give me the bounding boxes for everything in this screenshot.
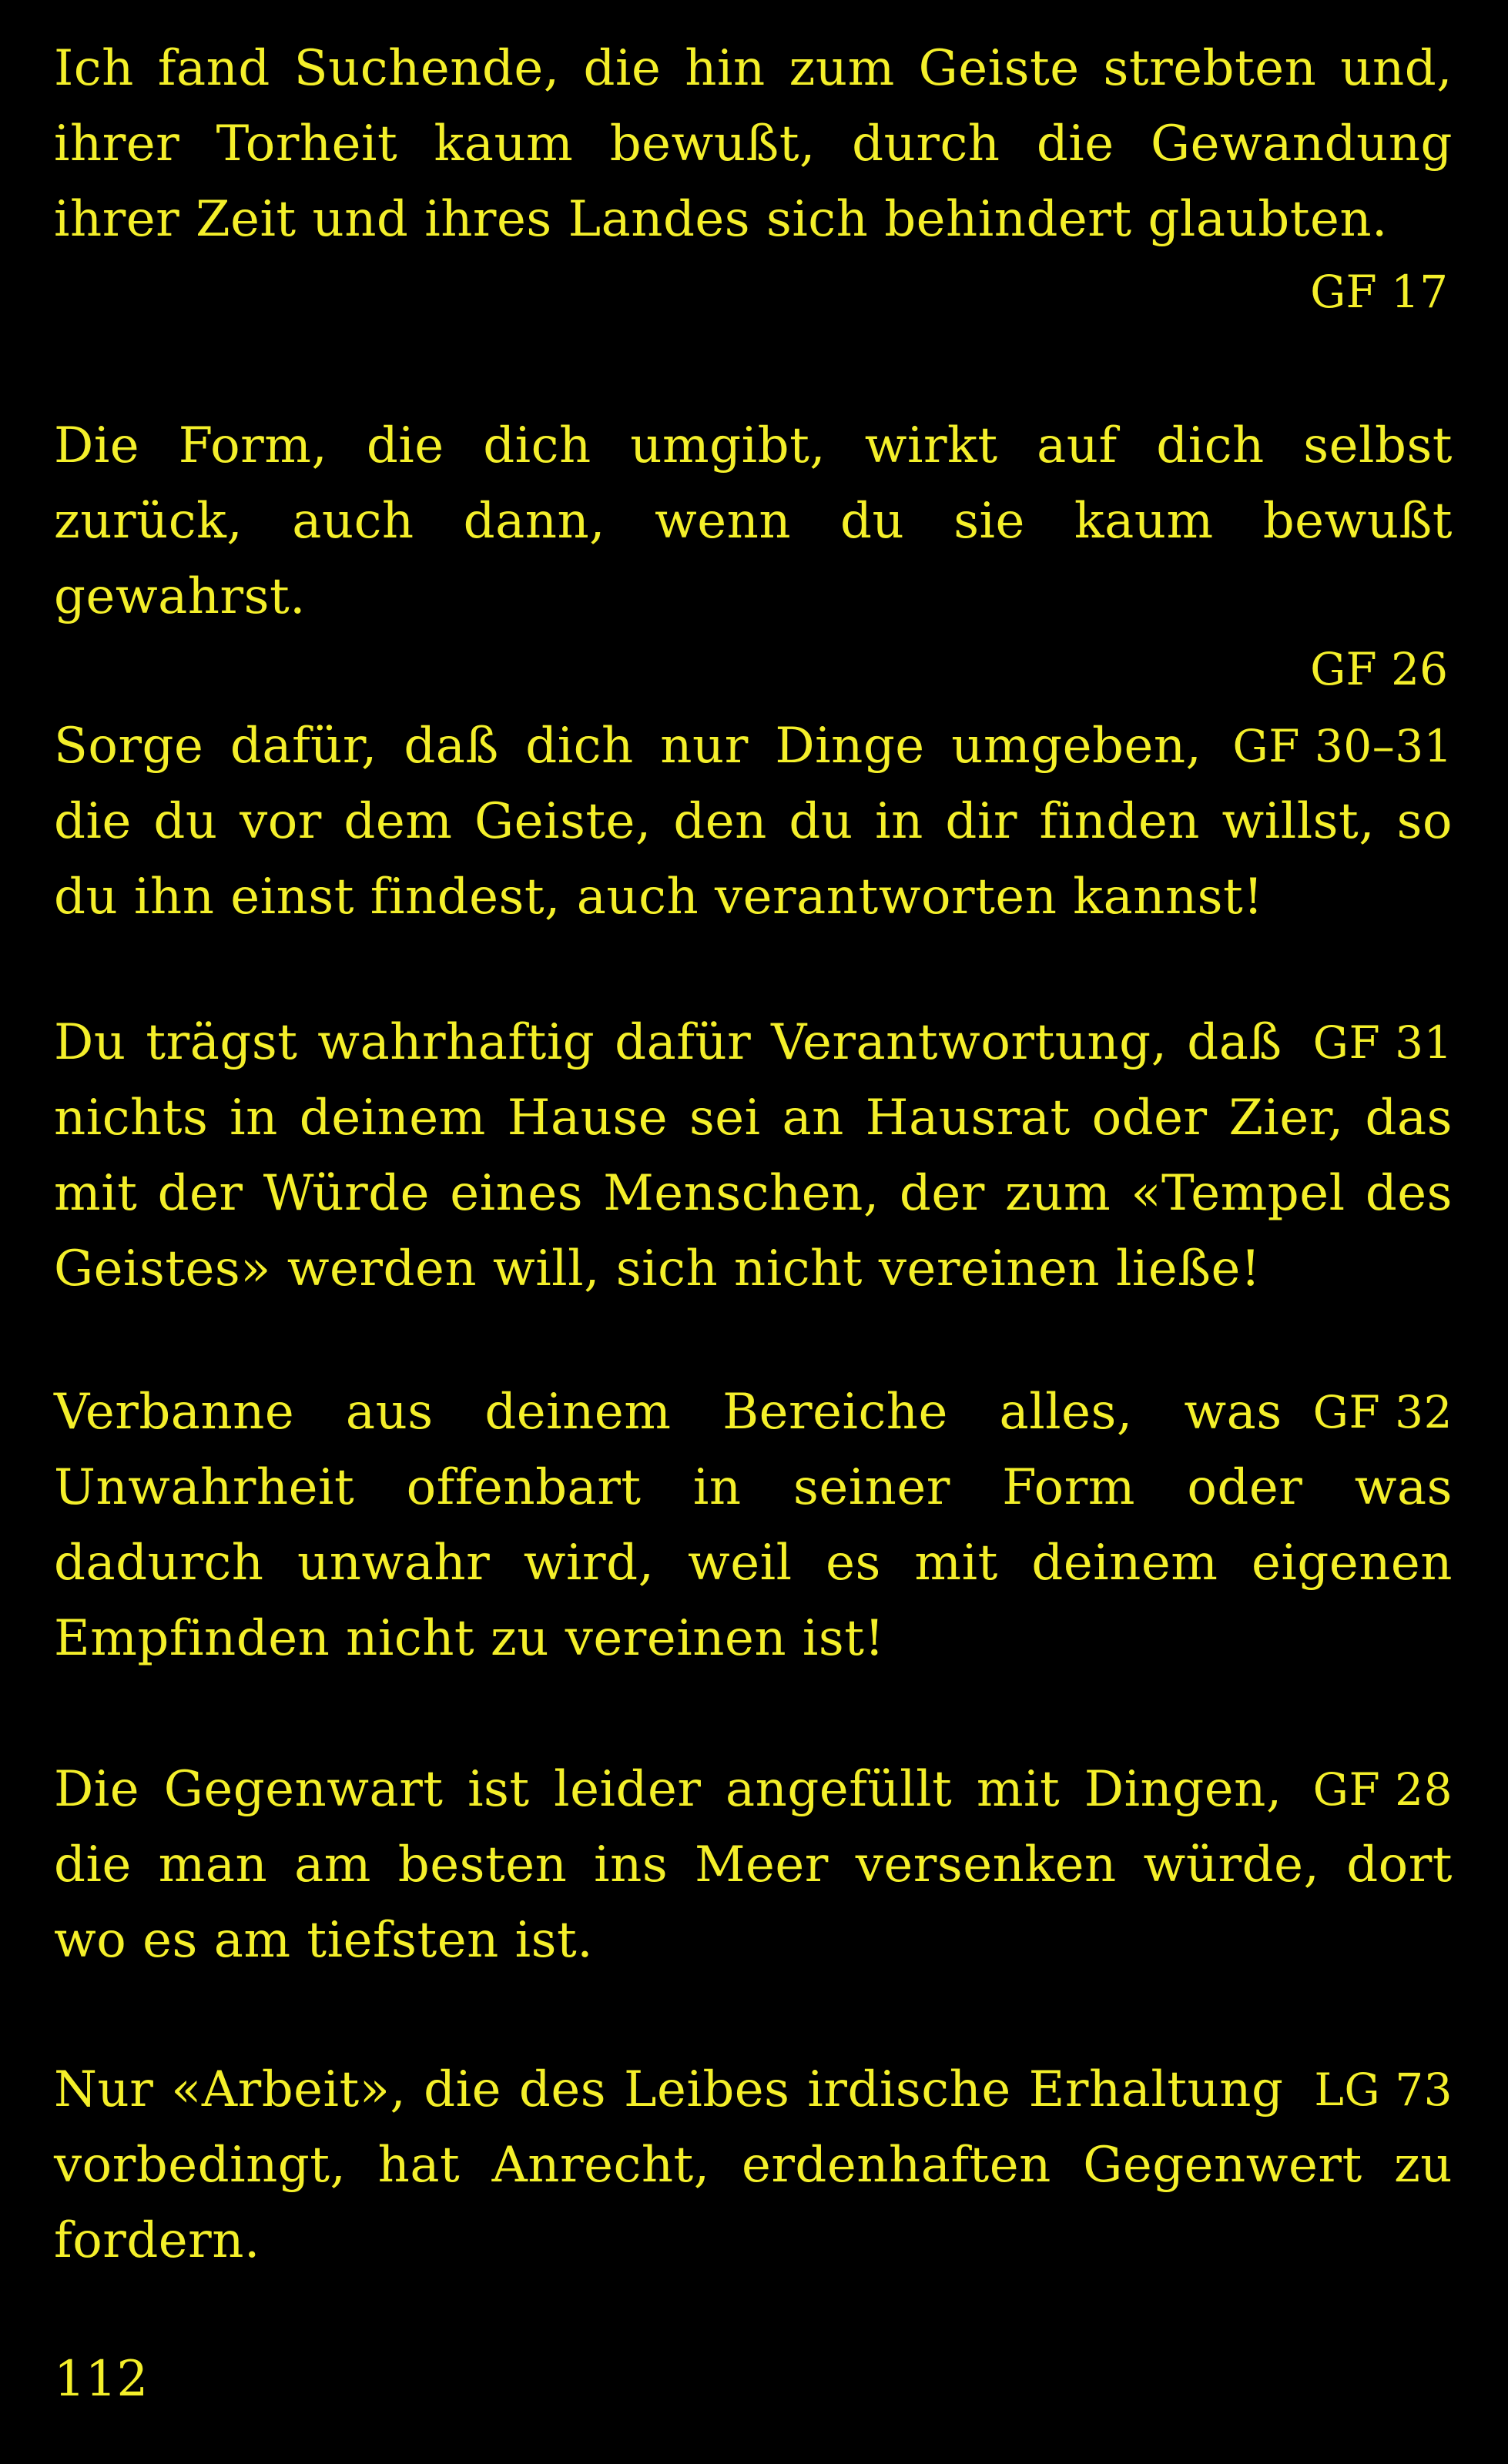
quote-reference: GF 30–31 [1232, 720, 1453, 772]
quote-gf-30-31 [54, 708, 1453, 935]
quote-reference: GF 26 [1310, 643, 1448, 695]
book-page [54, 31, 1453, 2433]
quote-reference: GF 17 [1310, 266, 1448, 318]
quote-gf-26 [54, 408, 1453, 704]
quote-gf-28 [54, 1752, 1453, 1978]
quote-reference: GF 31 [1312, 1016, 1453, 1069]
quote-text: Du trägst wahrhaftig dafür Verantwortung, daß nichts in deinem Hause sei an Hausrat oder Zier, das mit der Würde eines Menschen, der zum «Tempel des Geistes» werden will, sich nicht vereinen ließe! [54, 1014, 1453, 1297]
quote-text: Ich fand Suchende, die hin zum Geiste strebten und, ihrer Torheit kaum bewußt, durch die Gewandung ihrer Zeit und ihres Landes sich behindert glaubten. [54, 40, 1453, 248]
quote-text: Nur «Arbeit», die des Leibes irdische Erhaltung vorbedingt, hat Anrecht, erdenhaften Gegenwert zu fordern. [54, 2061, 1453, 2269]
quote-text: Sorge dafür, daß dich nur Dinge umgeben, die du vor dem Geiste, den du in dir finden willst, so du ihn einst findest, auch verantworten kannst! [54, 718, 1453, 926]
quote-gf-32 [54, 1374, 1453, 1676]
quote-reference: GF 28 [1312, 1763, 1453, 1816]
quote-reference: GF 32 [1312, 1386, 1453, 1438]
quote-gf-17 [54, 31, 1453, 326]
quote-text: Die Form, die dich umgibt, wirkt auf dich selbst zurück, auch dann, wenn du sie kaum bewußt gewahrst. [54, 417, 1453, 625]
quote-text: Die Gegenwart ist leider angefüllt mit Dingen, die man am besten ins Meer versenken würde, dort wo es am tiefsten ist. [54, 1761, 1453, 1969]
page-number: 112 [54, 2351, 149, 2408]
quote-gf-31 [54, 1005, 1453, 1307]
quote-reference: LG 73 [1314, 2064, 1453, 2116]
quote-lg-73 [54, 2052, 1453, 2278]
quote-text: Verbanne aus deinem Bereiche alles, was Unwahrheit offenbart in seiner Form oder was dadurch unwahr wird, weil es mit deinem eigenen Empfinden nicht zu vereinen ist! [54, 1384, 1453, 1667]
